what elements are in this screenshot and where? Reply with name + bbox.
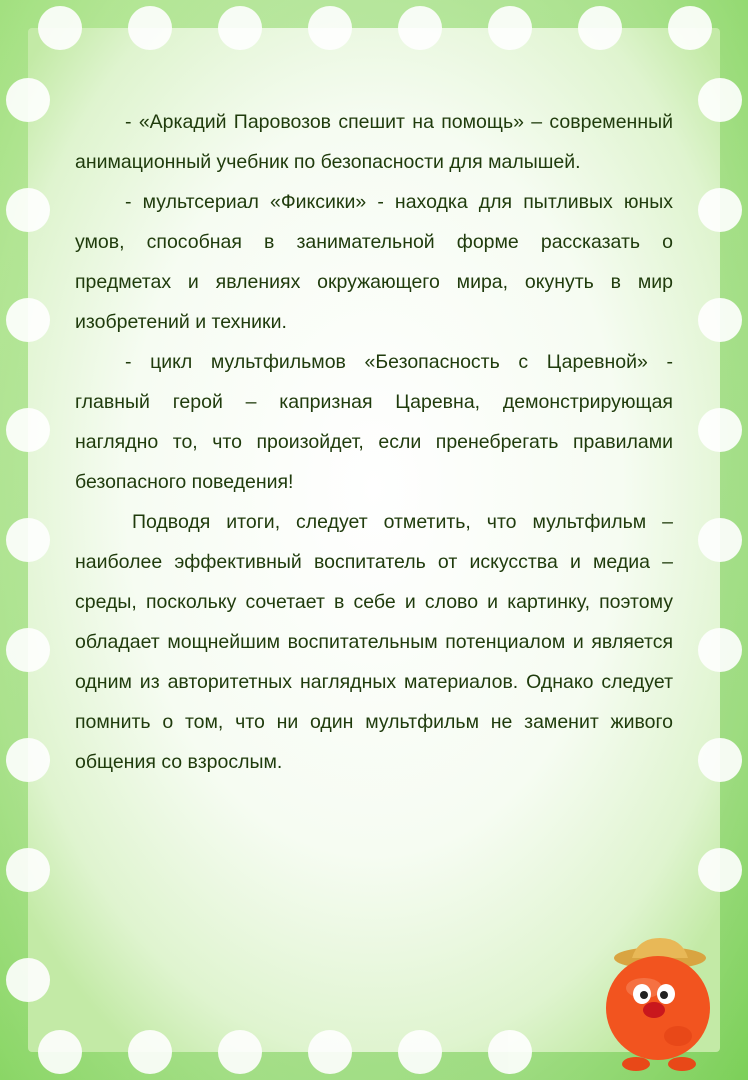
paragraph-fixiki: - мультсериал «Фиксики» - находка для пытливых юных умов, способная в занимательной форме рассказать о предметах и явлениях окружающего мира, окунуть в мир изобретений и техники.: [75, 191, 673, 333]
paragraph-arkadiy: - «Аркадий Паровозов спешит на помощь» – современный анимационный учебник по безопасности для малышей.: [75, 111, 673, 173]
paragraph-tsarevna: - цикл мультфильмов «Безопасность с Царевной» - главный герой – капризная Царевна, демонстрирующая наглядно то, что произойдет, если пренебрегать правилами безопасного поведения!: [75, 351, 673, 493]
scallops-left: [6, 78, 50, 1002]
mascot-icon: [598, 936, 720, 1074]
paragraph-conclusion: Подводя итоги, следует отметить, что мультфильм – наиболее эффективный воспитатель от искусства и медиа – среды, поскольку сочетает в себе и слово и картинку, поэтому обладает мощнейшим воспитательным потенциалом и является одним из авторитетных наглядных материалов. Однако следует помнить о том, что ни один мультфильм не заменит живого общения со взрослым.: [75, 511, 673, 773]
article-body: [75, 102, 673, 782]
